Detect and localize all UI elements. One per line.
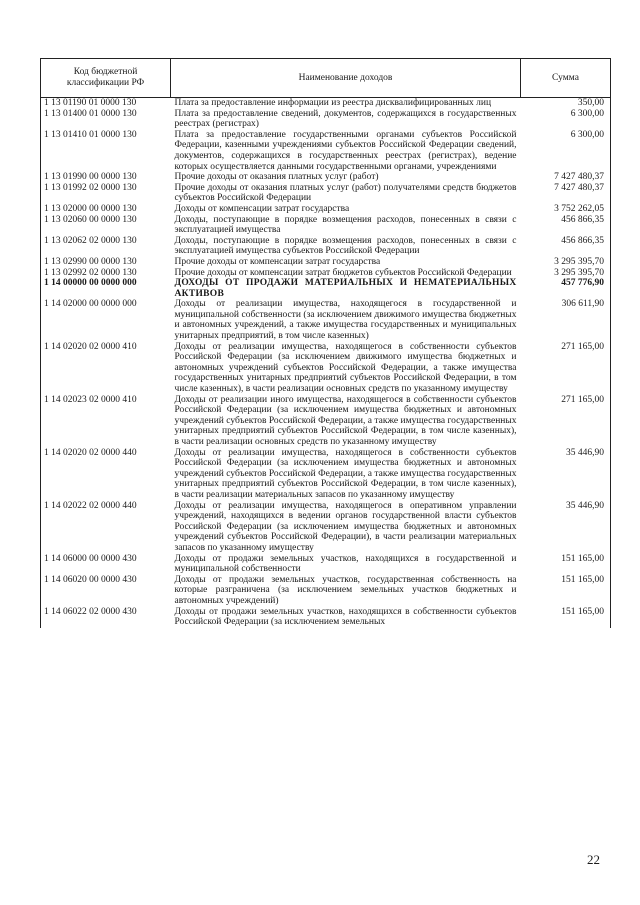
row-code: 1 13 01990 00 0000 130 bbox=[41, 172, 171, 183]
row-code: 1 14 02020 02 0000 410 bbox=[41, 342, 171, 395]
row-amount: 271 165,00 bbox=[521, 342, 611, 395]
table-body bbox=[41, 98, 611, 628]
table-row bbox=[41, 607, 611, 628]
row-amount: 151 165,00 bbox=[521, 554, 611, 575]
row-code: 1 14 06000 00 0000 430 bbox=[41, 554, 171, 575]
row-name: Плата за предоставление государственными органами субъектов Российской Федерации, казенными учреждениями субъектов Российской Федерации сведений, документов, содержащихся в государственных реестрах (регистрах), ведение которых осуществляется данными государственными органами, учреждениями bbox=[174, 129, 517, 172]
table-row bbox=[41, 575, 611, 607]
table-row bbox=[41, 299, 611, 341]
table-row bbox=[41, 98, 611, 109]
row-name: Доходы от продажи земельных участков, находящихся в государственной и муниципальной собственности bbox=[174, 553, 517, 575]
table-row bbox=[41, 395, 611, 448]
row-amount: 7 427 480,37 bbox=[521, 172, 611, 183]
row-code: 1 14 06022 02 0000 430 bbox=[41, 607, 171, 628]
row-name: Доходы от реализации имущества, находящегося в собственности субъектов Российской Федерации (за исключением имущества бюджетных и автономных учреждений субъектов Российской Федерации, а также имущества государственных унитарных предприятий субъектов Российской Федерации, в том числе казенных), в части реализации материальных запасов по указанному имуществу bbox=[174, 447, 517, 500]
row-amount: 350,00 bbox=[521, 98, 611, 109]
row-amount: 456 866,35 bbox=[521, 215, 611, 236]
row-name: ДОХОДЫ ОТ ПРОДАЖИ МАТЕРИАЛЬНЫХ И НЕМАТЕРИАЛЬНЫХ АКТИВОВ bbox=[174, 278, 517, 299]
row-amount: 6 300,00 bbox=[521, 109, 611, 130]
table-row bbox=[41, 130, 611, 172]
page-number: 22 bbox=[587, 852, 600, 867]
table-row bbox=[41, 204, 611, 215]
table-row bbox=[41, 257, 611, 268]
row-name: Доходы, поступающие в порядке возмещения расходов, понесенных в связи с эксплуатацией имущества субъектов Российской Федерации bbox=[174, 235, 517, 257]
row-name: Прочие доходы от компенсации затрат государства bbox=[174, 256, 381, 267]
row-name: Доходы от реализации иного имущества, находящегося в собственности субъектов Российской Федерации (за исключением имущества бюджетных и автономных учреждений субъектов Российской Федерации, а также имущества государственных унитарных предприятий субъектов Российской Федерации, в том числе казенных), в части реализации основных средств по указанному имуществу bbox=[174, 394, 517, 447]
row-code: 1 14 06020 00 0000 430 bbox=[41, 575, 171, 607]
row-name: Доходы от компенсации затрат государства bbox=[174, 203, 350, 214]
row-amount: 151 165,00 bbox=[521, 575, 611, 607]
row-amount: 456 866,35 bbox=[521, 236, 611, 257]
row-code: 1 13 02060 00 0000 130 bbox=[41, 215, 171, 236]
table-row bbox=[41, 448, 611, 501]
row-name: Прочие доходы от оказания платных услуг (работ) получателями средств бюджетов субъектов Российской Федерации bbox=[174, 182, 517, 204]
row-code: 1 14 00000 00 0000 000 bbox=[41, 278, 171, 299]
row-code: 1 13 01410 01 0000 130 bbox=[41, 130, 171, 172]
table-header-row bbox=[41, 59, 611, 98]
row-amount: 35 446,90 bbox=[521, 501, 611, 554]
header-code: Код бюджетной классификации РФ bbox=[41, 59, 171, 98]
row-code: 1 13 01190 01 0000 130 bbox=[41, 98, 171, 109]
table-row bbox=[41, 278, 611, 299]
row-amount: 306 611,90 bbox=[521, 299, 611, 341]
income-table bbox=[40, 58, 611, 628]
table-row bbox=[41, 342, 611, 395]
row-amount: 3 295 395,70 bbox=[521, 257, 611, 268]
row-name: Прочие доходы от компенсации затрат бюджетов субъектов Российской Федерации bbox=[174, 267, 512, 278]
row-name: Плата за предоставление сведений, документов, содержащихся в государственных реестрах (регистрах) bbox=[174, 108, 517, 130]
row-amount: 3 752 262,05 bbox=[521, 204, 611, 215]
table-row bbox=[41, 183, 611, 204]
row-amount: 35 446,90 bbox=[521, 448, 611, 501]
table-row bbox=[41, 215, 611, 236]
row-amount: 151 165,00 bbox=[521, 607, 611, 628]
row-code: 1 13 02000 00 0000 130 bbox=[41, 204, 171, 215]
table-row bbox=[41, 109, 611, 130]
row-code: 1 14 02020 02 0000 440 bbox=[41, 448, 171, 501]
table-row bbox=[41, 554, 611, 575]
row-name: Доходы от продажи земельных участков, государственная собственность на которые разграничена (за исключением земельных участков бюджетных и автономных учреждений) bbox=[174, 574, 517, 606]
row-name: Плата за предоставление информации из реестра дисквалифицированных лиц bbox=[174, 98, 492, 108]
row-name: Доходы от продажи земельных участков, находящихся в собственности субъектов Российской Федерации (за исключением земельных bbox=[174, 606, 517, 628]
row-code: 1 13 01992 02 0000 130 bbox=[41, 183, 171, 204]
row-code: 1 13 01400 01 0000 130 bbox=[41, 109, 171, 130]
table-row bbox=[41, 501, 611, 554]
row-name: Прочие доходы от оказания платных услуг (работ) bbox=[174, 172, 379, 183]
table-row bbox=[41, 236, 611, 257]
row-code: 1 13 02062 02 0000 130 bbox=[41, 236, 171, 257]
header-name: Наименование доходов bbox=[171, 59, 521, 98]
row-name: Доходы от реализации имущества, находящегося в государственной и муниципальной собственности (за исключением движимого имущества бюджетных и автономных учреждений, а также имущества государственных и муниципальных унитарных предприятий, в том числе казенных) bbox=[174, 299, 517, 342]
row-amount: 3 295 395,70 bbox=[521, 268, 611, 279]
row-code: 1 14 02022 02 0000 440 bbox=[41, 501, 171, 554]
row-code: 1 14 02023 02 0000 410 bbox=[41, 395, 171, 448]
row-amount: 271 165,00 bbox=[521, 395, 611, 448]
row-amount: 457 776,90 bbox=[521, 278, 611, 299]
table-row bbox=[41, 268, 611, 279]
row-code: 1 13 02992 02 0000 130 bbox=[41, 268, 171, 279]
row-code: 1 14 02000 00 0000 000 bbox=[41, 299, 171, 341]
row-name: Доходы от реализации имущества, находящегося в собственности субъектов Российской Федерации (за исключением движимого имущества бюджетных и автономных учреждений субъектов Российской Федерации, а также имущества государственных унитарных предприятий субъектов Российской Федерации, в том числе казенных), в части реализации основных средств по указанному имуществу bbox=[174, 341, 517, 395]
row-name: Доходы от реализации имущества, находящегося в оперативном управлении учреждений, находящихся в ведении органов государственной власти субъектов Российской Федерации (за исключением имущества бюджетных и автономных учреждений субъектов Российской Федерации), в части реализации материальных запасов по указанному имуществу bbox=[174, 500, 517, 553]
row-amount: 6 300,00 bbox=[521, 130, 611, 172]
row-name: Доходы, поступающие в порядке возмещения расходов, понесенных в связи с эксплуатацией имущества bbox=[174, 214, 517, 236]
header-amount: Сумма bbox=[521, 59, 611, 98]
row-amount: 7 427 480,37 bbox=[521, 183, 611, 204]
table-row bbox=[41, 172, 611, 183]
row-code: 1 13 02990 00 0000 130 bbox=[41, 257, 171, 268]
